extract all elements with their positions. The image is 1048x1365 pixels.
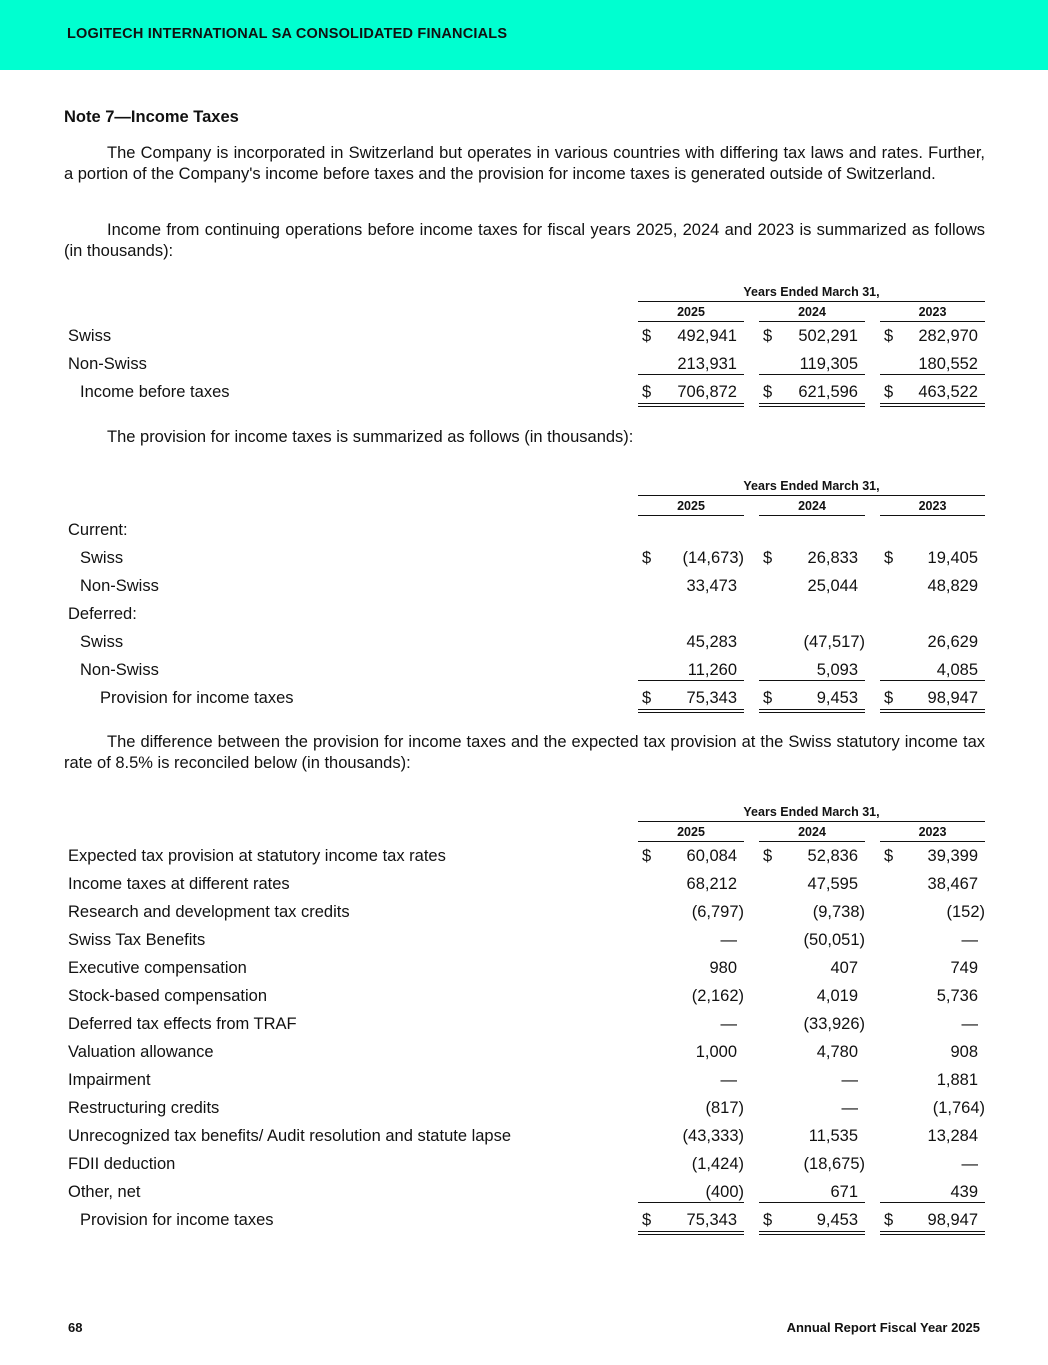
value-cell: [638, 1067, 744, 1090]
year-col-2025: 2025: [638, 305, 744, 322]
value: 68,212: [686, 875, 737, 893]
value: 439: [950, 1183, 978, 1201]
value-cell: [880, 1123, 985, 1146]
table-row: [64, 1207, 985, 1235]
value: (14,673): [682, 549, 744, 567]
value: 407: [830, 959, 858, 977]
dollar-sign: $: [884, 1211, 894, 1229]
row-label: Swiss: [80, 549, 124, 567]
year-col-2025: 2025: [638, 825, 744, 842]
row-label: Non-Swiss: [80, 661, 159, 679]
value-cell: [638, 1011, 744, 1034]
income-summary-paragraph: Income from continuing operations before income taxes for fiscal years 2025, 2024 and 2023 is summarized as follows (in thousands):: [64, 221, 985, 260]
table-row: [64, 1123, 985, 1151]
value-cell: [880, 657, 985, 681]
value: 26,833: [807, 549, 858, 567]
value-cell: [759, 1123, 865, 1146]
value: —: [961, 1015, 978, 1033]
value-cell: [880, 1151, 985, 1174]
table-row: [64, 379, 985, 407]
value-cell: [638, 983, 744, 1006]
value: 4,780: [816, 1043, 858, 1061]
value-cell: [759, 1039, 865, 1062]
year-col-2023: 2023: [880, 305, 985, 322]
row-label: Non-Swiss: [80, 577, 159, 595]
value-cell: [880, 1207, 985, 1235]
value-cell: [880, 1095, 985, 1118]
value-cell: [759, 1011, 865, 1034]
dollar-sign: $: [884, 847, 894, 865]
value: 25,044: [807, 577, 858, 595]
value: 75,343: [686, 1211, 737, 1229]
table-header: [64, 479, 985, 517]
value: 98,947: [927, 689, 978, 707]
dollar-sign: $: [642, 383, 652, 401]
value-cell: [880, 843, 985, 866]
table-row: [64, 1179, 985, 1207]
value-cell: [759, 351, 865, 375]
value-cell: [759, 629, 865, 652]
value-cell: [880, 1039, 985, 1062]
value: —: [841, 1071, 858, 1089]
value: 5,736: [936, 987, 978, 1005]
dollar-sign: $: [642, 689, 652, 707]
row-label: Executive compensation: [68, 959, 247, 977]
value: 492,941: [677, 327, 737, 345]
value: 52,836: [807, 847, 858, 865]
table-row: [64, 927, 985, 955]
value: —: [841, 1099, 858, 1117]
value: 5,093: [816, 661, 858, 679]
value-cell: [759, 1151, 865, 1174]
value-cell: [880, 983, 985, 1006]
value-cell: [759, 1067, 865, 1090]
value: (47,517): [803, 633, 865, 651]
value: 671: [830, 1183, 858, 1201]
row-label: Expected tax provision at statutory income tax rates: [68, 847, 446, 865]
dollar-sign: $: [884, 689, 894, 707]
table-row: [64, 629, 985, 657]
value: 1,881: [936, 1071, 978, 1089]
value: 38,467: [927, 875, 978, 893]
value: 213,931: [677, 355, 737, 373]
row-label: Unrecognized tax benefits/ Audit resolution and statute lapse: [68, 1127, 512, 1145]
row-label: Deferred:: [68, 605, 137, 623]
dollar-sign: $: [763, 689, 773, 707]
value-cell: [880, 1011, 985, 1034]
years-ended-header: Years Ended March 31,: [638, 479, 985, 496]
row-label: Current:: [68, 521, 128, 539]
dollar-sign: $: [763, 383, 773, 401]
value-cell: [880, 1179, 985, 1203]
note-title: Note 7—Income Taxes: [64, 108, 239, 126]
value: 39,399: [927, 847, 978, 865]
value-cell: [638, 1095, 744, 1118]
dollar-sign: $: [642, 327, 652, 345]
value: 98,947: [927, 1211, 978, 1229]
year-col-2024: 2024: [759, 305, 865, 322]
dollar-sign: $: [642, 1211, 652, 1229]
value: 33,473: [686, 577, 737, 595]
value-cell: [759, 573, 865, 596]
value: 45,283: [686, 633, 737, 651]
value: 706,872: [677, 383, 737, 401]
row-label: Income taxes at different rates: [68, 875, 290, 893]
value-cell: [880, 955, 985, 978]
value-cell: [759, 1207, 865, 1235]
value: 282,970: [918, 327, 978, 345]
value-cell: [638, 685, 744, 713]
dollar-sign: $: [763, 1211, 773, 1229]
value: —: [720, 1071, 737, 1089]
table-row: [64, 899, 985, 927]
value: (400): [705, 1183, 744, 1201]
table-row: [64, 1039, 985, 1067]
value: 1,000: [695, 1043, 737, 1061]
year-col-2025: 2025: [638, 499, 744, 516]
value: 11,535: [808, 1127, 858, 1145]
value-cell: [759, 379, 865, 407]
income-before-taxes-table: [64, 285, 985, 407]
page-number: 68: [68, 1320, 83, 1335]
value: 621,596: [798, 383, 858, 401]
value: 9,453: [816, 689, 858, 707]
value: 908: [950, 1043, 978, 1061]
value-cell: [880, 629, 985, 652]
value: —: [720, 1015, 737, 1033]
row-label: Stock-based compensation: [68, 987, 268, 1005]
row-label: Swiss: [80, 633, 124, 651]
value-cell: [759, 871, 865, 894]
table-row: [64, 323, 985, 351]
value: 75,343: [686, 689, 737, 707]
value: (2,162): [691, 987, 744, 1005]
value: (152): [946, 903, 985, 921]
value-cell: [759, 927, 865, 950]
value-cell: [880, 927, 985, 950]
value-cell: [759, 843, 865, 866]
value-cell: [880, 573, 985, 596]
year-col-2023: 2023: [880, 825, 985, 842]
value-cell: [638, 899, 744, 922]
table-row: [64, 871, 985, 899]
value: (6,797): [691, 903, 744, 921]
value: 48,829: [927, 577, 978, 595]
value-cell: [759, 1179, 865, 1203]
value-cell: [759, 685, 865, 713]
value-cell: [759, 1095, 865, 1118]
value-cell: [880, 871, 985, 894]
year-col-2024: 2024: [759, 825, 865, 842]
table-row: [64, 1095, 985, 1123]
value-cell: [638, 871, 744, 894]
table-row: [64, 517, 985, 545]
years-ended-header: Years Ended March 31,: [638, 285, 985, 302]
reconciliation-paragraph: The difference between the provision for income taxes and the expected tax provision at the Swiss statutory income tax rate of 8.5% is reconciled below (in thousands):: [64, 733, 985, 772]
value: (817): [705, 1099, 744, 1117]
intro-paragraph: The Company is incorporated in Switzerland but operates in various countries with differing tax laws and rates. Further, a portion of the Company's income before taxes and the provision for income taxes is generated outside of Switzerland.: [64, 144, 985, 183]
value-cell: [638, 351, 744, 375]
year-col-2023: 2023: [880, 499, 985, 516]
row-label: Other, net: [68, 1183, 141, 1201]
value-cell: [638, 1123, 744, 1146]
table-row: [64, 545, 985, 573]
table-header: [64, 285, 985, 323]
value: (50,051): [803, 931, 865, 949]
value-cell: [638, 573, 744, 596]
value-cell: [638, 1151, 744, 1174]
value: 26,629: [927, 633, 978, 651]
value: 11,260: [687, 661, 737, 679]
value-cell: [638, 1179, 744, 1203]
header-title: LOGITECH INTERNATIONAL SA CONSOLIDATED FINANCIALS: [67, 26, 508, 42]
value: 749: [950, 959, 978, 977]
dollar-sign: $: [884, 383, 894, 401]
value: (43,333): [682, 1127, 744, 1145]
value-cell: [880, 1067, 985, 1090]
value-cell: [759, 899, 865, 922]
value-cell: [880, 685, 985, 713]
value: 119,305: [799, 355, 858, 373]
value: —: [961, 1155, 978, 1173]
reconciliation-table: [64, 805, 985, 1235]
value-cell: [638, 629, 744, 652]
value: 13,284: [927, 1127, 978, 1145]
value-cell: [759, 983, 865, 1006]
table-header: [64, 805, 985, 843]
value-cell: [638, 323, 744, 346]
value: 180,552: [918, 355, 978, 373]
value-cell: [880, 379, 985, 407]
value: 502,291: [798, 327, 858, 345]
value: (1,424): [691, 1155, 744, 1173]
value-cell: [880, 323, 985, 346]
table-row: [64, 573, 985, 601]
row-label: Restructuring credits: [68, 1099, 220, 1117]
value-cell: [880, 545, 985, 568]
header-band: [0, 0, 1048, 70]
table-row: [64, 983, 985, 1011]
value: 9,453: [816, 1211, 858, 1229]
value-cell: [880, 351, 985, 375]
row-label: Provision for income taxes: [100, 689, 294, 707]
dollar-sign: $: [763, 549, 773, 567]
value-cell: [638, 1039, 744, 1062]
dollar-sign: $: [763, 327, 773, 345]
value: —: [961, 931, 978, 949]
value: 980: [709, 959, 737, 977]
value-cell: [759, 955, 865, 978]
value: —: [720, 931, 737, 949]
row-label: FDII deduction: [68, 1155, 176, 1173]
row-label: Non-Swiss: [68, 355, 147, 373]
value-cell: [638, 1207, 744, 1235]
value-cell: [759, 545, 865, 568]
value-cell: [638, 657, 744, 681]
dollar-sign: $: [884, 327, 894, 345]
table-row: [64, 601, 985, 629]
table-row: [64, 685, 985, 713]
value-cell: [638, 545, 744, 568]
row-label: Valuation allowance: [68, 1043, 214, 1061]
table-row: [64, 1151, 985, 1179]
row-label: Research and development tax credits: [68, 903, 350, 921]
row-label: Income before taxes: [80, 383, 230, 401]
value-cell: [638, 379, 744, 407]
dollar-sign: $: [642, 549, 652, 567]
value-cell: [759, 657, 865, 681]
table-row: [64, 1011, 985, 1039]
table-row: [64, 657, 985, 685]
table-row: [64, 955, 985, 983]
value: 19,405: [927, 549, 978, 567]
row-label: Deferred tax effects from TRAF: [68, 1015, 297, 1033]
row-label: Impairment: [68, 1071, 151, 1089]
value: 4,085: [936, 661, 978, 679]
value-cell: [638, 955, 744, 978]
table-row: [64, 843, 985, 871]
years-ended-header: Years Ended March 31,: [638, 805, 985, 822]
value: (18,675): [803, 1155, 865, 1173]
provision-table: [64, 479, 985, 713]
row-label: Provision for income taxes: [80, 1211, 274, 1229]
value: 47,595: [807, 875, 858, 893]
value: 463,522: [918, 383, 978, 401]
value-cell: [759, 323, 865, 346]
value-cell: [638, 927, 744, 950]
dollar-sign: $: [884, 549, 894, 567]
year-col-2024: 2024: [759, 499, 865, 516]
row-label: Swiss Tax Benefits: [68, 931, 206, 949]
value-cell: [880, 899, 985, 922]
value: (9,738): [812, 903, 865, 921]
value: (1,764): [932, 1099, 985, 1117]
table-row: [64, 1067, 985, 1095]
value: 4,019: [816, 987, 858, 1005]
row-label: Swiss: [68, 327, 112, 345]
value: 60,084: [686, 847, 737, 865]
value-cell: [638, 843, 744, 866]
dollar-sign: $: [642, 847, 652, 865]
dollar-sign: $: [763, 847, 773, 865]
footer-title: Annual Report Fiscal Year 2025: [786, 1320, 980, 1335]
table-row: [64, 351, 985, 379]
value: (33,926): [803, 1015, 865, 1033]
provision-summary-paragraph: The provision for income taxes is summarized as follows (in thousands):: [107, 428, 634, 446]
